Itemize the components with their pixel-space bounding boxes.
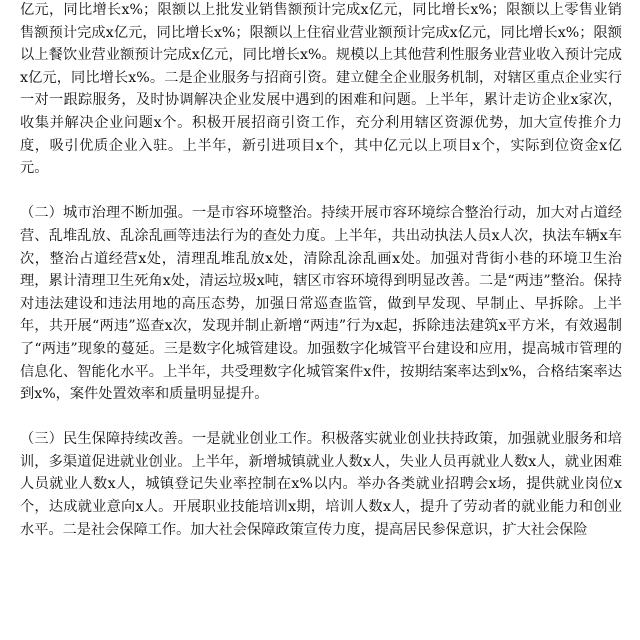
document-body <box>20 0 622 541</box>
paragraph-livelihood: （三）民生保障持续改善。一是就业创业工作。积极落实就业创业扶持政策，加强就业服务和培训，多渠道促进就业创业。上半年，新增城镇就业人数x人，失业人员再就业人数x人，就业困难人员就业人数x人，城镇登记失业率控制在x%以内。举办各类就业招聘会x场，提供就业岗位x个，达成就业意向x人。开展职业技能培训x期，培训人数x人，提升了劳动者的就业能力和创业水平。二是社会保障工作。加大社会保障政策宣传力度，提高居民参保意识，扩大社会保险 <box>20 431 622 538</box>
paragraph-business-services: 亿元，同比增长x%；限额以上批发业销售额预计完成x亿元，同比增长x%；限额以上零售业销售额预计完成x亿元，同比增长x%；限额以上住宿业营业额预计完成x亿元，同比增长x%；限额以上餐饮业营业额预计完成x亿元，同比增长x%。规模以上其他营利性服务业营业收入预计完成x亿元，同比增长x%。二是企业服务与招商引资。建立健全企业服务机制，对辖区重点企业实行一对一跟踪服务，及时协调解决企业发展中遇到的困难和问题。上半年，累计走访企业x家次，收集并解决企业问题x个。积极开展招商引资工作，充分利用辖区资源优势，加大宣传推介力度，吸引优质企业入驻。上半年，新引进项目x个，其中亿元以上项目x个，实际到位资金x亿元。 <box>20 2 622 177</box>
paragraph-spacer <box>20 180 622 203</box>
paragraph-spacer <box>20 406 622 429</box>
paragraph-urban-governance: （二）城市治理不断加强。一是市容环境整治。持续开展市容环境综合整治行动，加大对占道经营、乱堆乱放、乱涂乱画等违法行为的查处力度。上半年，共出动执法人员x人次，执法车辆x车次，整治占道经营x处，清理乱堆乱放x处，清除乱涂乱画x处。加强对背街小巷的环境卫生治理，累计清理卫生死角x处，清运垃圾x吨，辖区市容环境得到明显改善。二是“两违”整治。保持对违法建设和违法用地的高压态势，加强日常巡查监管，做到早发现、早制止、早拆除。上半年，共开展“两违”巡查x次，发现并制止新增“两违”行为x起，拆除违法建筑x平方米，有效遏制了“两违”现象的蔓延。三是数字化城管建设。加强数字化城管平台建设和应用，提高城市管理的信息化、智能化水平。上半年，共受理数字化城管案件x件，按期结案率达到x%，合格结案率达到x%，案件处置效率和质量明显提升。 <box>20 205 622 403</box>
